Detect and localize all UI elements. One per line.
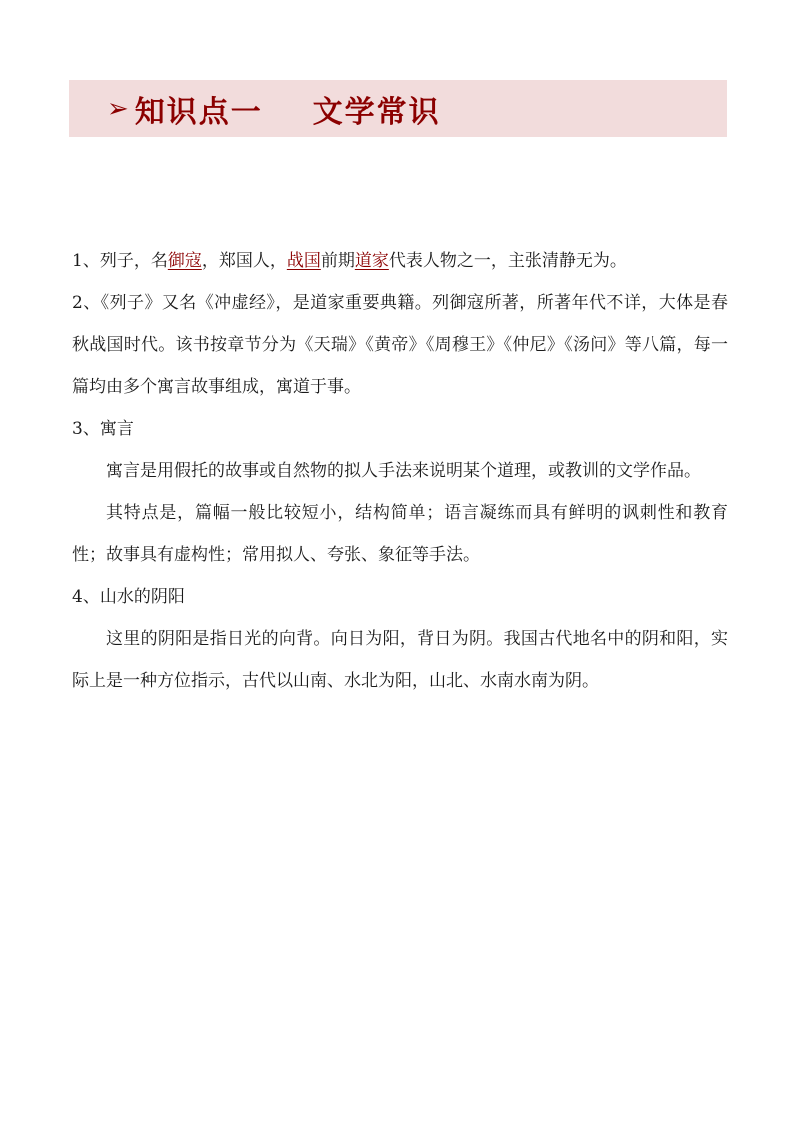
section-header — [69, 80, 727, 137]
term-zhanguo: 战国 — [286, 251, 321, 271]
item-2: 2、《列子》又名《冲虚经》，是道家重要典籍。列御寇所著，所著年代不详，大体是春秋战国时代。该书按章节分为《天瑞》《黄帝》《周穆王》《仲尼》《汤问》等八篇，每一篇均由多个寓言故事组成，寓道于事。 — [72, 293, 728, 397]
section-title: 知识点一 文学常识 — [134, 94, 441, 130]
item-3-heading: 3、寓言 — [72, 419, 134, 439]
item-1-mid2: 前期 — [320, 251, 355, 271]
knowledge-content — [72, 240, 728, 702]
item-3-paragraph-2: 其特点是，篇幅一般比较短小，结构简单；语言凝练而具有鲜明的讽刺性和教育性；故事具有虚构性；常用拟人、夸张、象征等手法。 — [72, 503, 728, 565]
item-3-paragraph-1: 寓言是用假托的故事或自然物的拟人手法来说明某个道理，或教训的文学作品。 — [106, 461, 701, 481]
item-1 — [72, 240, 728, 282]
item-1-mid1: ，郑国人， — [201, 251, 287, 271]
item-4-heading: 4、山水的阴阳 — [72, 587, 185, 607]
term-daojia: 道家 — [354, 251, 389, 271]
item-4-paragraph-1: 这里的阴阳是指日光的向背。向日为阳，背日为阴。我国古代地名中的阴和阳，实际上是一种方位指示，古代以山南、水北为阳，山北、水南水南为阴。 — [72, 629, 728, 691]
item-1-prefix: 1、列子，名 — [72, 251, 168, 271]
arrow-right-icon: ➢ — [107, 93, 129, 124]
term-yukou: 御寇 — [167, 251, 202, 271]
item-1-suffix: 代表人物之一，主张清静无为。 — [388, 251, 627, 271]
